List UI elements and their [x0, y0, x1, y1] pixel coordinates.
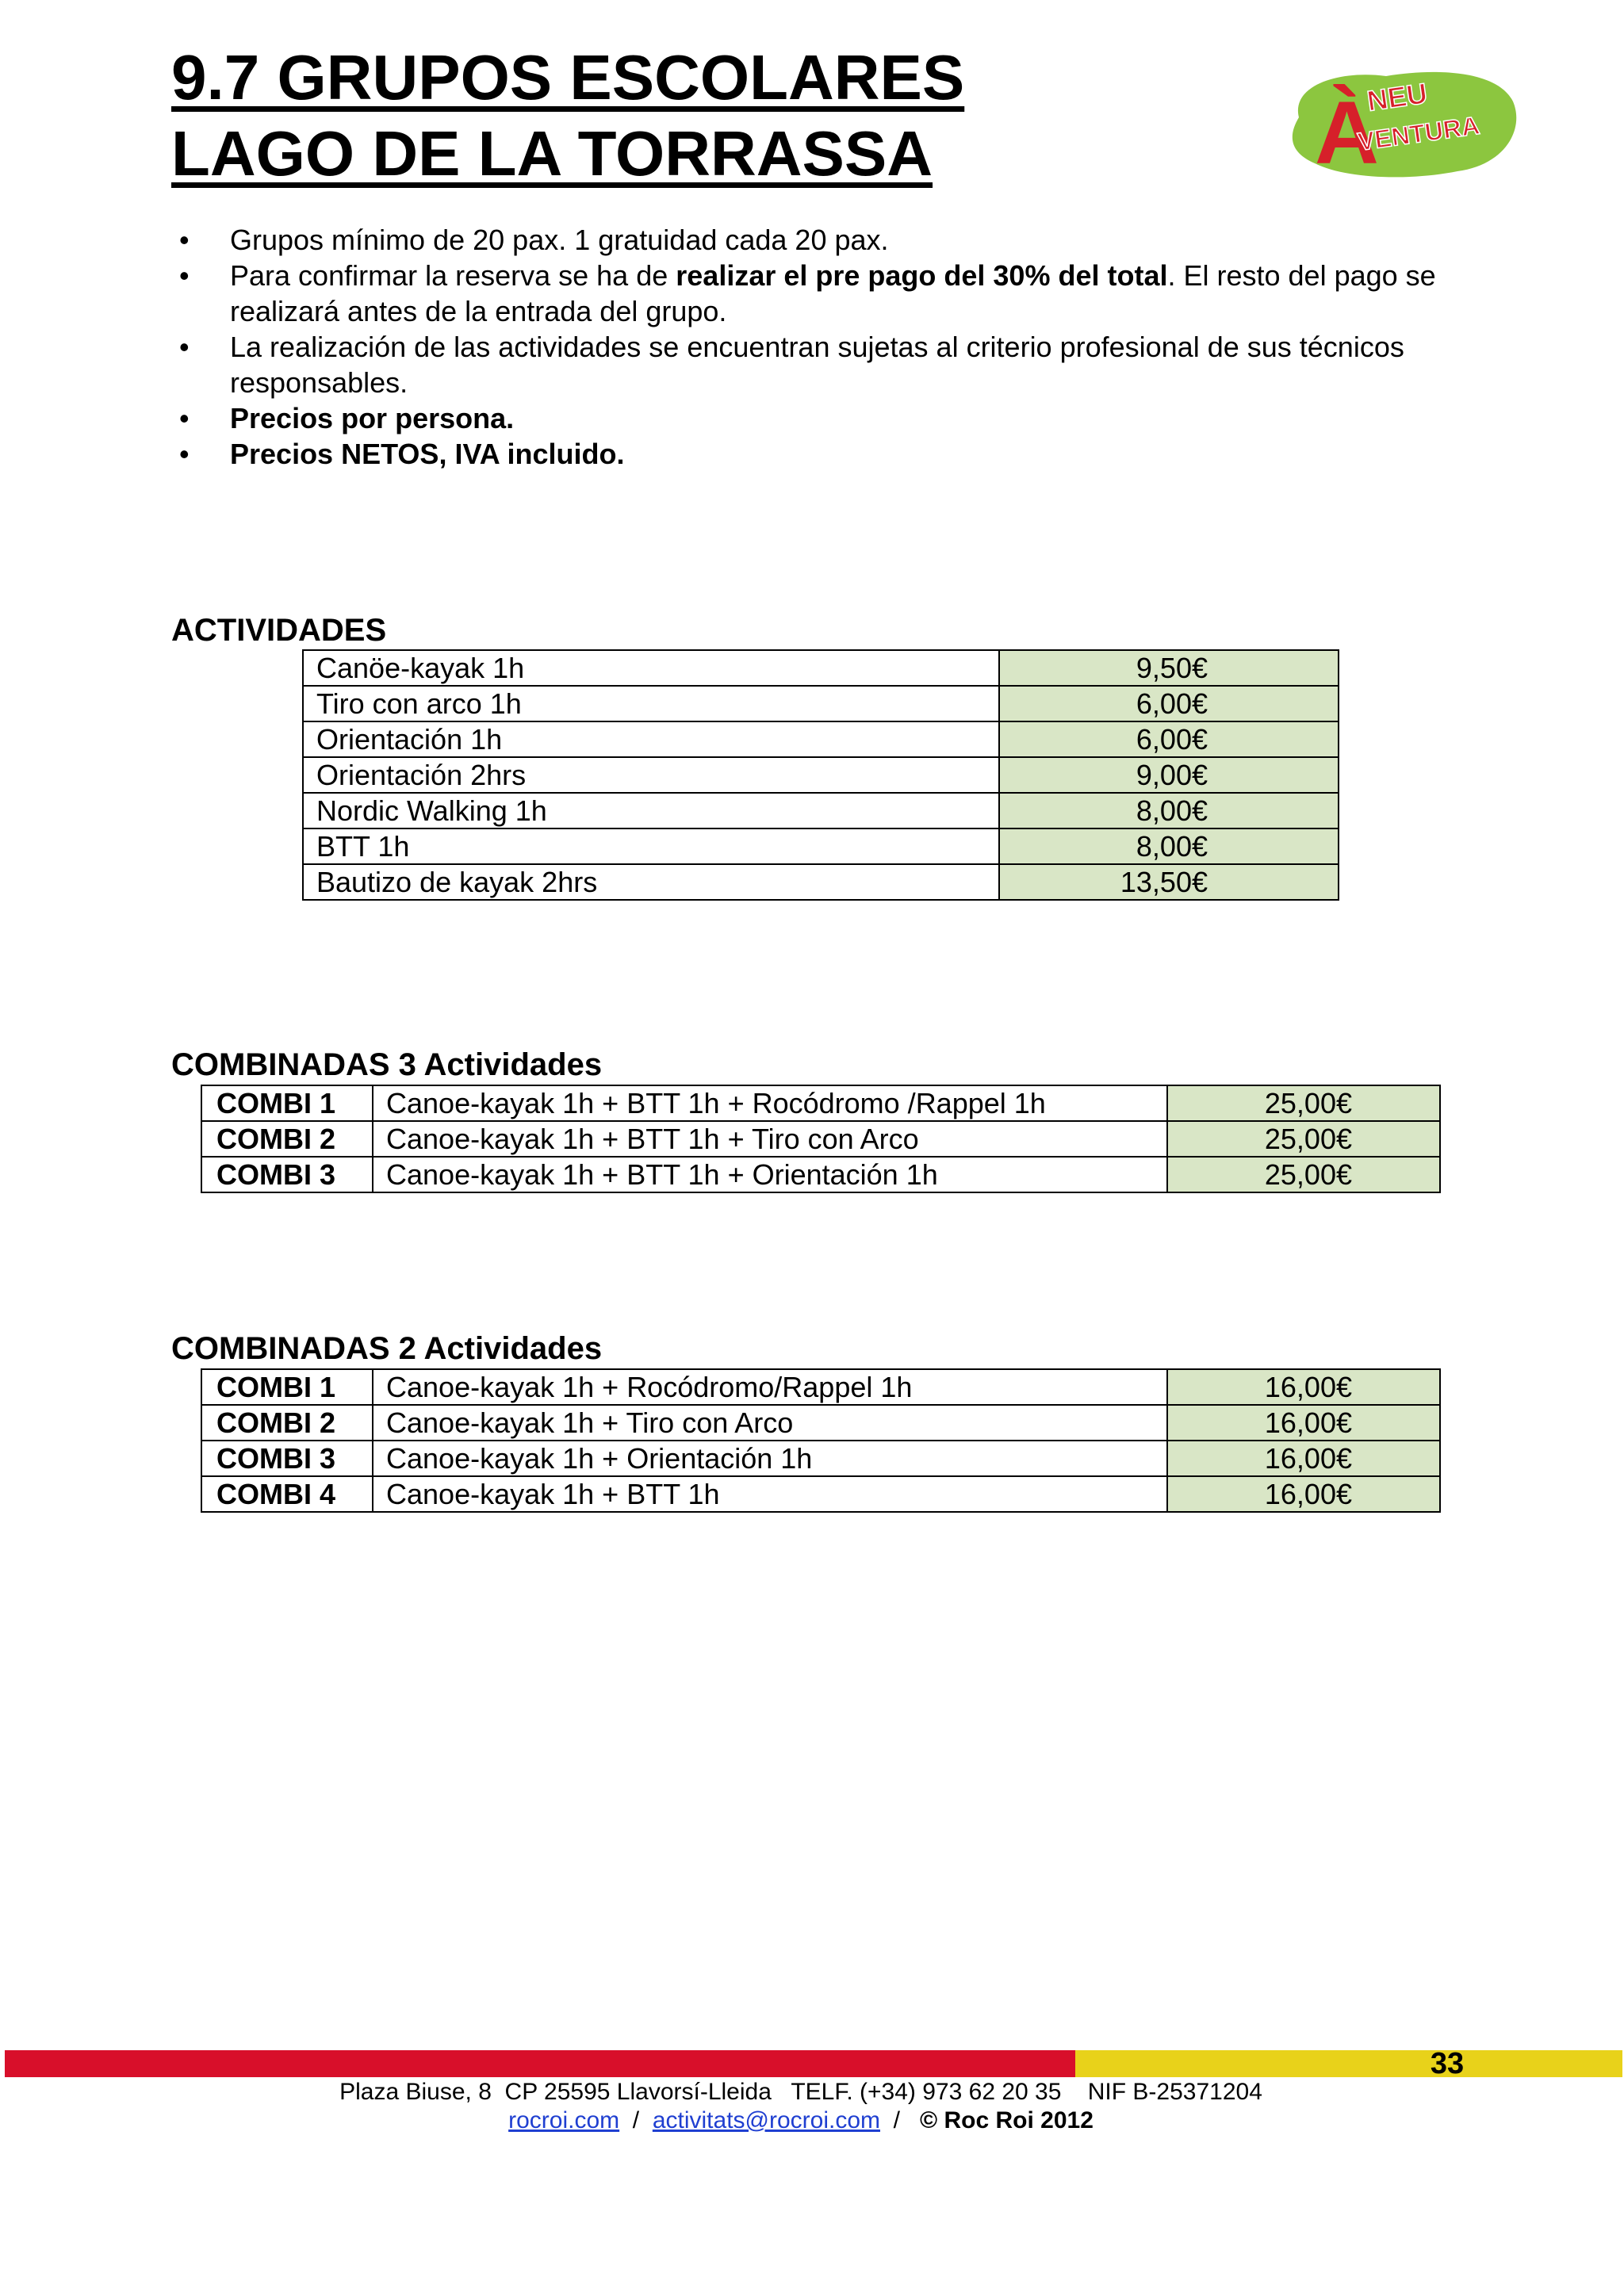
- combi-description: Canoe-kayak 1h + BTT 1h + Rocódromo /Rappel 1h: [373, 1085, 1167, 1121]
- table-row: [201, 1085, 1440, 1121]
- combi-price: 25,00€: [1167, 1085, 1440, 1121]
- combi-code: COMBI 4: [201, 1476, 373, 1512]
- logo-text-bottom: VENTURA: [1355, 110, 1482, 156]
- combi-price: 25,00€: [1167, 1157, 1440, 1192]
- activity-price: 6,00€: [999, 686, 1339, 721]
- logo-big-letter: À: [1315, 83, 1379, 182]
- table-row: [201, 1157, 1440, 1192]
- table-row: [303, 757, 1339, 793]
- footer-yellow-bar: [1075, 2050, 1622, 2077]
- activity-name: Tiro con arco 1h: [303, 686, 999, 721]
- activity-name: Orientación 1h: [303, 721, 999, 757]
- activity-price: 8,00€: [999, 793, 1339, 828]
- footer-address: Plaza Biuse, 8 CP 25595 Llavorsí-Lleida TELF. (+34) 973 62 20 35 NIF B-25371204: [339, 2079, 1262, 2105]
- table-row: [201, 1369, 1440, 1405]
- activity-name: Bautizo de kayak 2hrs: [303, 864, 999, 900]
- combi-code: COMBI 1: [201, 1085, 373, 1121]
- combi-price: 16,00€: [1167, 1405, 1440, 1441]
- activity-name: Nordic Walking 1h: [303, 793, 999, 828]
- activity-price: 6,00€: [999, 721, 1339, 757]
- activity-name: Canöe-kayak 1h: [303, 650, 999, 686]
- activity-price: 9,50€: [999, 650, 1339, 686]
- combi-price: 16,00€: [1167, 1441, 1440, 1476]
- combi-code: COMBI 2: [201, 1121, 373, 1157]
- activity-name: BTT 1h: [303, 828, 999, 864]
- combi-description: Canoe-kayak 1h + Orientación 1h: [373, 1441, 1167, 1476]
- activity-price: 13,50€: [999, 864, 1339, 900]
- combi3-table: [201, 1085, 1441, 1193]
- table-row: [303, 721, 1339, 757]
- combi-price: 16,00€: [1167, 1369, 1440, 1405]
- logo-text-top: NEU: [1365, 76, 1430, 117]
- table-row: [201, 1476, 1440, 1512]
- combi-code: COMBI 1: [201, 1369, 373, 1405]
- table-row: [303, 686, 1339, 721]
- combi-description: Canoe-kayak 1h + BTT 1h + Orientación 1h: [373, 1157, 1167, 1192]
- table-row: [303, 864, 1339, 900]
- page-title-line1: 9.7 GRUPOS ESCOLARES: [171, 42, 965, 113]
- combi2-table: [201, 1368, 1441, 1513]
- combi-code: COMBI 3: [201, 1441, 373, 1476]
- activity-name: Orientación 2hrs: [303, 757, 999, 793]
- footer-links: rocroi.com / activitats@rocroi.com / © Roc Roi 2012: [508, 2107, 1094, 2133]
- combi-price: 25,00€: [1167, 1121, 1440, 1157]
- table-row: [201, 1405, 1440, 1441]
- combi-description: Canoe-kayak 1h + BTT 1h: [373, 1476, 1167, 1512]
- conditions-list: [171, 222, 1488, 472]
- footer-red-bar: [5, 2050, 1075, 2077]
- combi-description: Canoe-kayak 1h + BTT 1h + Tiro con Arco: [373, 1121, 1167, 1157]
- combi-code: COMBI 2: [201, 1405, 373, 1441]
- list-item: • La realización de las actividades se encuentran sujetas al criterio profesional de sus técnicos responsables.: [171, 329, 1488, 400]
- combi-description: Canoe-kayak 1h + Tiro con Arco: [373, 1405, 1167, 1441]
- list-item: • Para confirmar la reserva se ha de realizar el pre pago del 30% del total. El resto del pago se realizará antes de la entrada del grupo.: [171, 258, 1488, 329]
- combi-price: 16,00€: [1167, 1476, 1440, 1512]
- table-row: [201, 1121, 1440, 1157]
- combi2-heading: COMBINADAS 2 Actividades: [171, 1331, 603, 1366]
- neu-aventura-logo: [1283, 62, 1522, 182]
- table-row: [303, 650, 1339, 686]
- copyright: © Roc Roi 2012: [920, 2107, 1094, 2133]
- list-item: • Precios por persona.: [171, 400, 1488, 436]
- actividades-table: [302, 649, 1339, 901]
- combi3-heading: COMBINADAS 3 Actividades: [171, 1047, 603, 1082]
- activity-price: 9,00€: [999, 757, 1339, 793]
- page-title-line2: LAGO DE LA TORRASSA: [171, 118, 933, 189]
- combi-code: COMBI 3: [201, 1157, 373, 1192]
- list-item: • Precios NETOS, IVA incluido.: [171, 436, 1488, 472]
- table-row: [201, 1441, 1440, 1476]
- list-item: • Grupos mínimo de 20 pax. 1 gratuidad cada 20 pax.: [171, 222, 1488, 258]
- page-number: 33: [1430, 2047, 1465, 2080]
- activity-price: 8,00€: [999, 828, 1339, 864]
- actividades-heading: ACTIVIDADES: [171, 613, 387, 648]
- website-link[interactable]: rocroi.com: [508, 2107, 620, 2133]
- table-row: [303, 828, 1339, 864]
- table-row: [303, 793, 1339, 828]
- combi-description: Canoe-kayak 1h + Rocódromo/Rappel 1h: [373, 1369, 1167, 1405]
- page-title: [171, 40, 964, 192]
- email-link[interactable]: activitats@rocroi.com: [652, 2107, 881, 2133]
